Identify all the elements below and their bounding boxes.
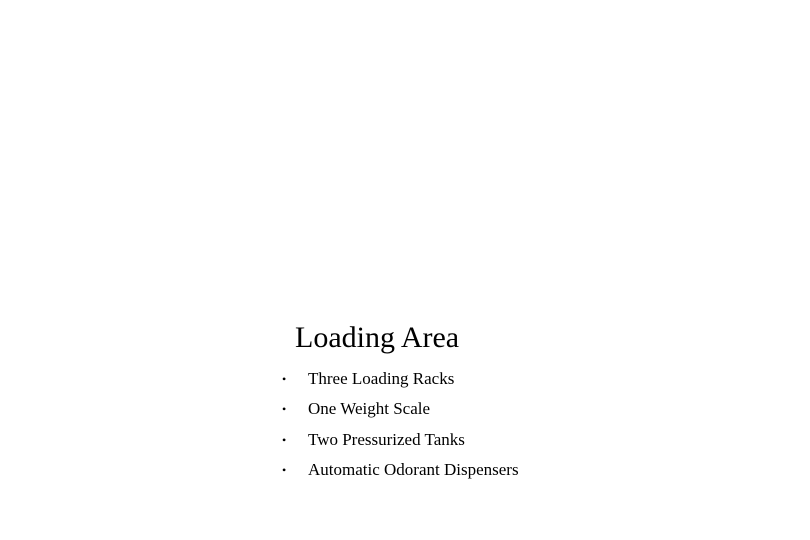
bullet-icon: •: [282, 402, 287, 417]
list-item-text: One Weight Scale: [308, 399, 431, 419]
list-item-text: Three Loading Racks: [308, 369, 455, 388]
bullet-icon: •: [282, 462, 287, 477]
bullet-icon: •: [282, 372, 287, 386]
list-item-text: Two Pressurized Tanks: [308, 429, 465, 449]
slide-title: Loading Area: [295, 321, 460, 354]
list-item-text: Automatic Odorant Dispensers: [308, 459, 519, 479]
bullet-icon: •: [282, 432, 287, 447]
